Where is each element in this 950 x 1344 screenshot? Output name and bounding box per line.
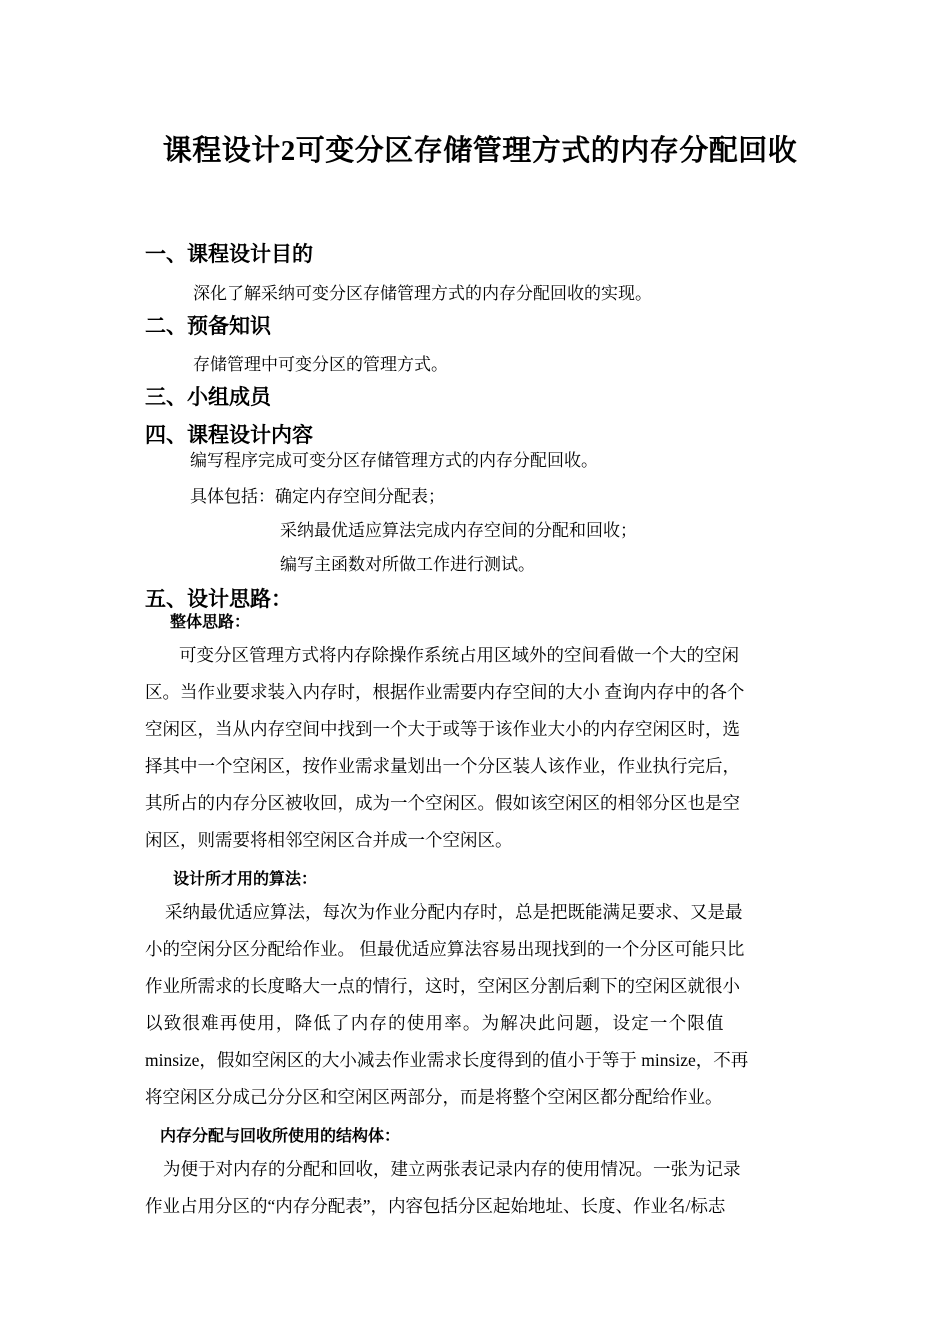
subheading-algorithm: 设计所才用的算法： [173, 871, 318, 888]
overall-line: 闲区，则需要将相邻空闲区合并成一个空闲区。 [145, 830, 513, 850]
content-line-1: 编写程序完成可变分区存储管理方式的内存分配回收。 [190, 451, 598, 470]
overall-line: 择其中一个空闲区，按作业需求量划出一个分区装人该作业，作业执行完后， [145, 756, 740, 776]
heading-purpose: 一、课程设计目的 [145, 242, 313, 266]
content-line-3: 采纳最优适应算法完成内存空间的分配和回收； [280, 521, 637, 540]
overall-line: 其所占的内存分区被收回，成为一个空闲区。假如该空闲区的相邻分区也是空 [145, 793, 740, 813]
algorithm-line: minsize，假如空闲区的大小减去作业需求长度得到的值小于等于 minsize，不再 [145, 1050, 749, 1070]
algorithm-paragraph [145, 894, 807, 1116]
heading-team-members: 三、小组成员 [145, 385, 271, 409]
algorithm-line: 将空闲区分成己分分区和空闲区两部分，而是将整个空闲区都分配给作业。 [145, 1087, 723, 1107]
prerequisites-text: 存储管理中可变分区的管理方式。 [193, 355, 448, 374]
algorithm-line: 以致很难再使用，降低了内存的使用率。为解决此问题，设定一个限值 [145, 1013, 725, 1033]
heading-prerequisites: 二、预备知识 [145, 314, 271, 338]
overall-line: 区。当作业要求装入内存时，根据作业需要内存空间的大小 查询内存中的各个 [145, 682, 745, 702]
overall-line: 空闲区，当从内存空间中找到一个大于或等于该作业大小的内存空闲区时，选 [145, 719, 740, 739]
algorithm-line: 采纳最优适应算法，每次为作业分配内存时，总是把既能满足要求、又是最 [165, 902, 743, 922]
algorithm-line: 作业所需求的长度略大一点的情行，这时，空闲区分割后剩下的空闲区就很小 [145, 976, 740, 996]
overall-paragraph [145, 637, 807, 859]
heading-design-idea: 五、设计思路： [145, 587, 292, 611]
structures-line: 作业占用分区的“内存分配表”，内容包括分区起始地址、长度、作业名/标志 [145, 1196, 726, 1216]
subheading-structures: 内存分配与回收所使用的结构体： [160, 1128, 401, 1145]
algorithm-line: 小的空闲分区分配给作业。 但最优适应算法容易出现找到的一个分区可能只比 [145, 939, 745, 959]
structures-paragraph [145, 1151, 807, 1225]
content-line-4: 编写主函数对所做工作进行测试。 [280, 555, 535, 574]
purpose-text: 深化了解采纳可变分区存储管理方式的内存分配回收的实现。 [193, 284, 652, 303]
heading-content: 四、课程设计内容 [145, 423, 313, 447]
document-title: 课程设计2可变分区存储管理方式的内存分配回收 [162, 135, 798, 167]
content-line-2: 具体包括：确定内存空间分配表； [190, 487, 445, 506]
subheading-overall: 整体思路： [170, 614, 251, 631]
overall-line: 可变分区管理方式将内存除操作系统占用区域外的空间看做一个大的空闲 [179, 645, 739, 665]
structures-line: 为便于对内存的分配和回收，建立两张表记录内存的使用情况。一张为记录 [163, 1159, 741, 1179]
